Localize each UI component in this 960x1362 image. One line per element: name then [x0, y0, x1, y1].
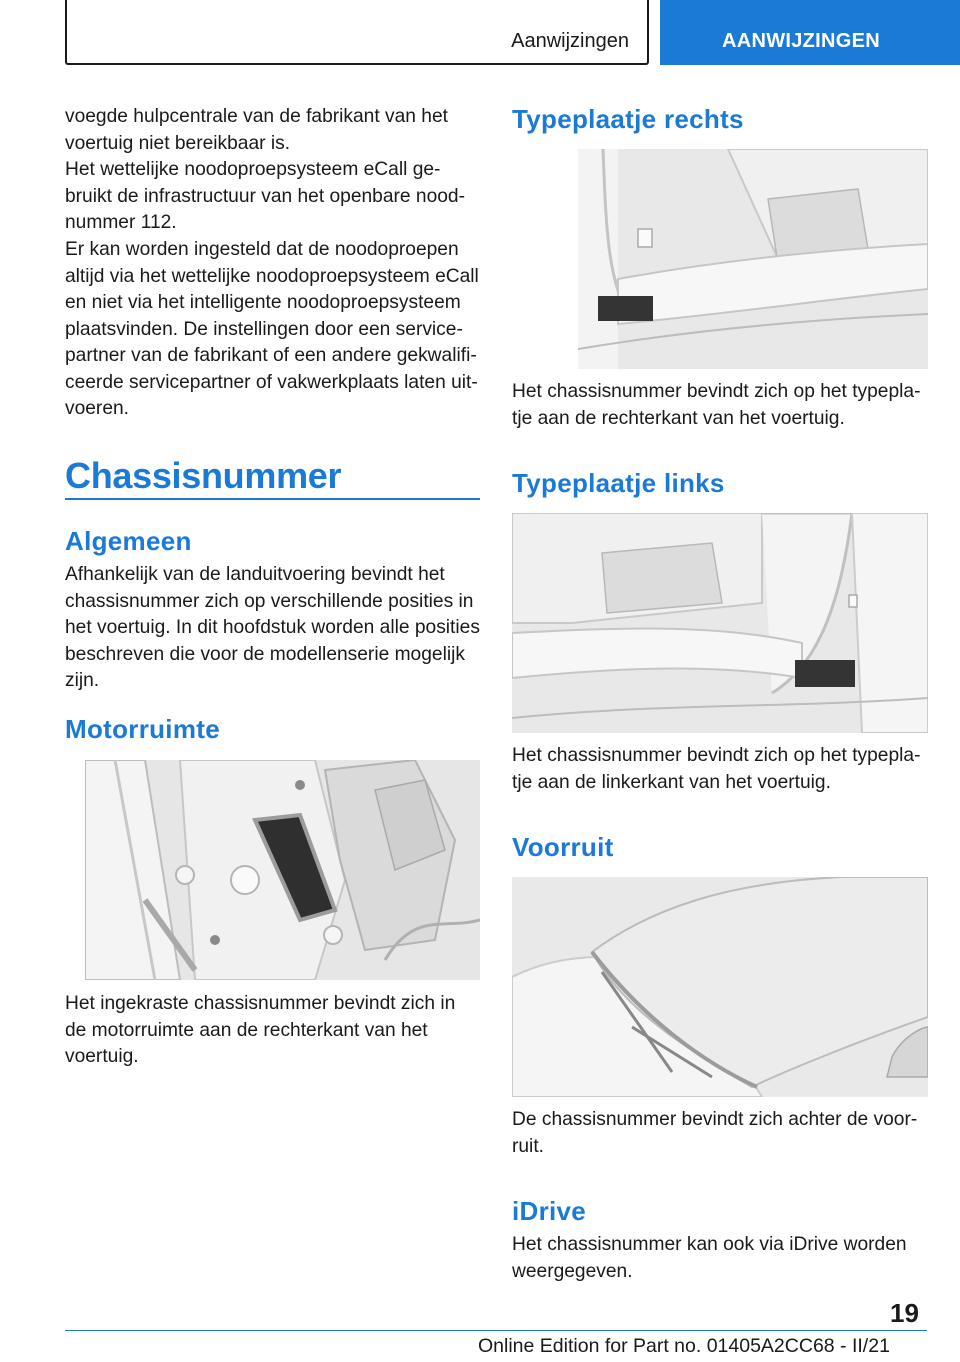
- paragraph-ecall-infrastructure: Het wettelijke noodoproepsysteem eCall ge-bruikt de infrastructuur van het openbare nood-nummer 112.: [65, 159, 465, 233]
- left-sill-nameplate-illustration: [512, 513, 928, 733]
- chapter-title: Chassisnummer: [65, 455, 342, 496]
- caption-typeplaatje-rechts: Het chassisnummer bevindt zich op het typepla-tje aan de rechterkant van het voertuig.: [512, 381, 921, 429]
- footer-edition: Online Edition for Part no. 01405A2CC68 - II/21: [478, 1335, 890, 1357]
- caption-voorruit: De chassisnummer bevindt zich achter de voor-ruit.: [512, 1109, 918, 1157]
- heading-typeplaatje-links: Typeplaatje links: [512, 468, 725, 498]
- header-section-title: Aanwijzingen: [511, 30, 629, 52]
- heading-voorruit: Voorruit: [512, 832, 614, 862]
- header-section-box: [65, 0, 649, 65]
- right-sill-nameplate-illustration: [578, 149, 928, 369]
- paragraph-idrive: Het chassisnummer kan ook via iDrive worden weergegeven.: [512, 1234, 907, 1282]
- heading-motorruimte: Motorruimte: [65, 714, 220, 744]
- paragraph-ecall-continued: voegde hulpcentrale van de fabrikant van het voertuig niet bereikbaar is.: [65, 106, 448, 154]
- page-number: 19: [890, 1298, 919, 1328]
- caption-typeplaatje-links: Het chassisnummer bevindt zich op het typepla-tje aan de linkerkant van het voertuig.: [512, 745, 921, 793]
- engine-bay-illustration: [85, 760, 480, 980]
- paragraph-algemeen: Afhankelijk van de landuitvoering bevindt het chassisnummer zich op verschillende posities in het voertuig. In dit hoofdstuk worden alle posities beschreven die voor de modellenserie mogelijk zijn.: [65, 564, 480, 691]
- heading-typeplaatje-rechts: Typeplaatje rechts: [512, 104, 744, 134]
- paragraph-ecall-settings: Er kan worden ingesteld dat de noodoproepen altijd via het wettelijke noodoproepsysteem eCall en niet via het intelligente noodoproepsysteem plaatsvinden. De instellingen door een service-partner van de fabrikant of een andere gekwalifi-ceerde servicepartner of vakwerkplaats laten uit-voeren.: [65, 239, 479, 419]
- footer-rule: [65, 1330, 927, 1331]
- heading-algemeen: Algemeen: [65, 526, 192, 556]
- header-chapter-tab[interactable]: [660, 0, 960, 65]
- caption-motorruimte: Het ingekraste chassisnummer bevindt zich in de motorruimte aan de rechterkant van het voertuig.: [65, 993, 456, 1067]
- heading-idrive: iDrive: [512, 1196, 587, 1226]
- header-chapter-label: AANWIJZINGEN: [721, 30, 881, 52]
- chapter-title-rule: [65, 498, 480, 500]
- windshield-illustration: [512, 877, 928, 1097]
